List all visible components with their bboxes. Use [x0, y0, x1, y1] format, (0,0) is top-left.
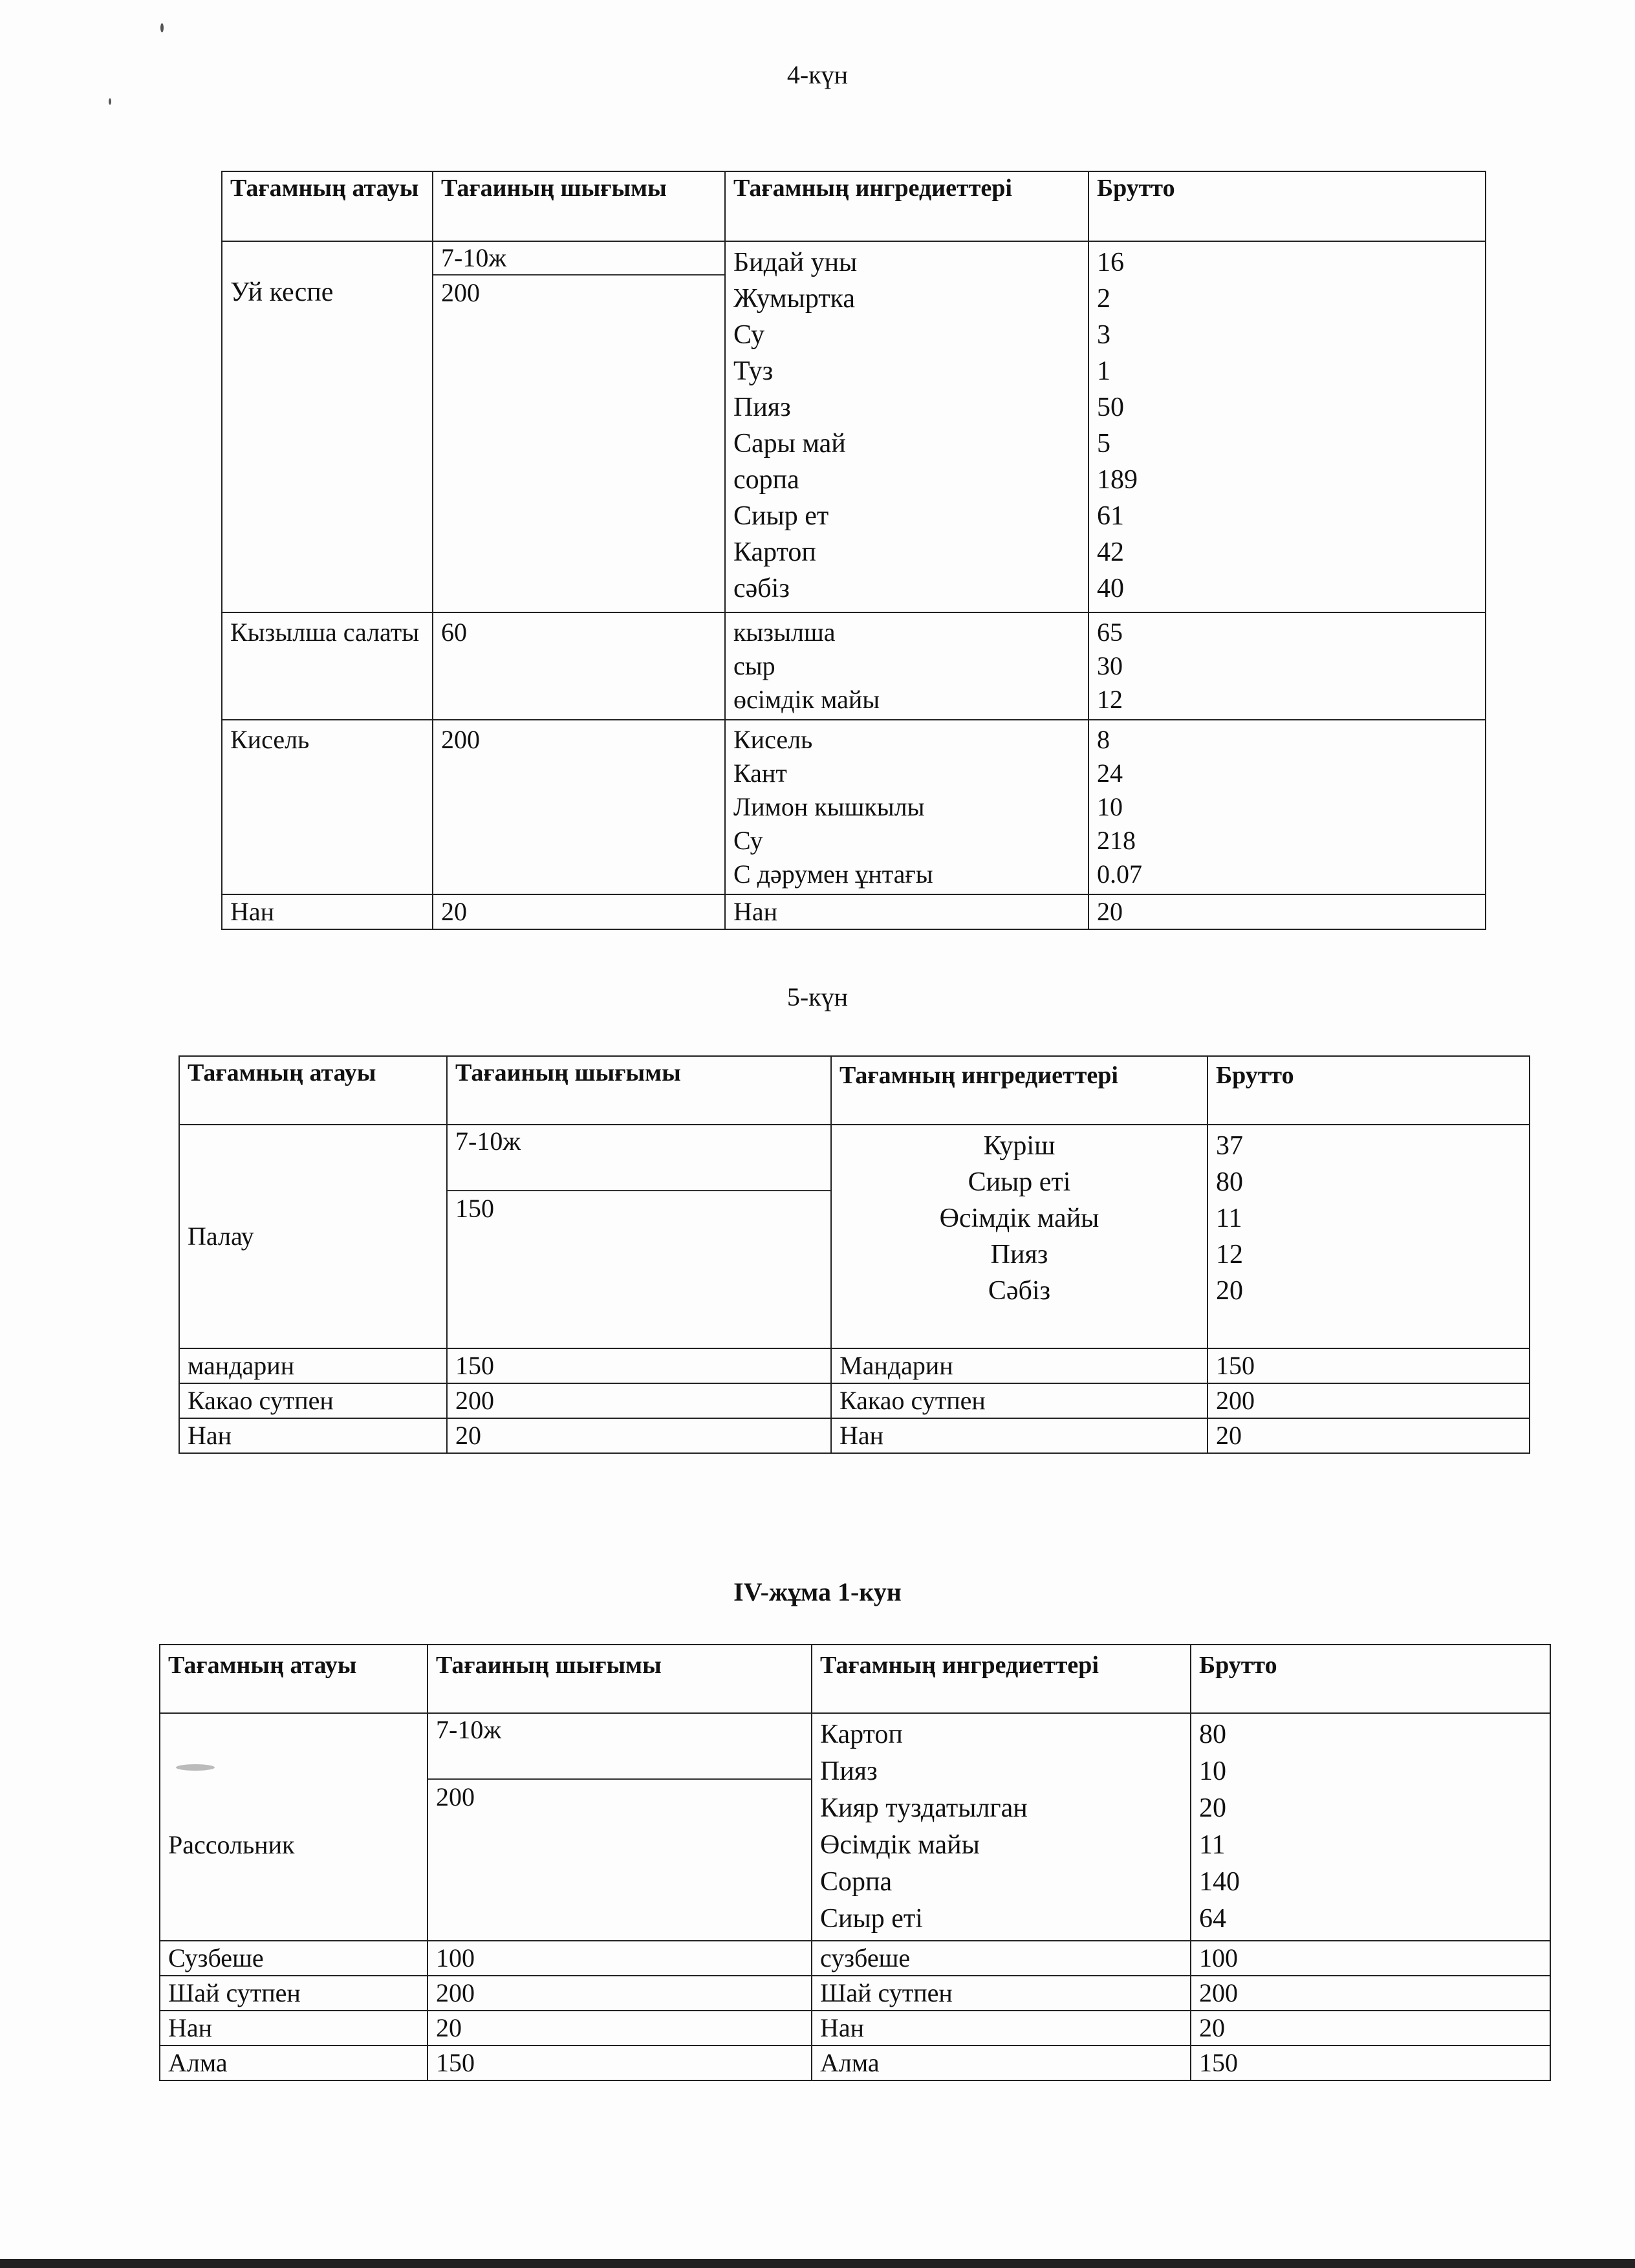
output-cell — [428, 1713, 812, 1941]
output-cell — [447, 1125, 831, 1348]
ingredients-list: Бидай уны Жумыртка Су Туз Пияз Сары май сорпа Сиыр ет Картоп сәбіз — [725, 241, 1088, 612]
dish-name: мандарин — [179, 1348, 447, 1383]
table-row — [160, 1976, 1550, 2011]
header-brutto: Брутто — [1207, 1056, 1530, 1125]
brutto-list: 80 10 20 11 140 64 — [1191, 1713, 1550, 1941]
dish-output: 100 — [428, 1941, 812, 1976]
brutto-list: 8 24 10 218 0.07 — [1088, 720, 1486, 894]
brutto-list: 65 30 12 — [1088, 612, 1486, 720]
header-ingredients: Тағамның ингредиеттері — [812, 1645, 1191, 1713]
dish-output: 60 — [433, 612, 725, 720]
scan-bottom-edge — [0, 2259, 1635, 2268]
ingredients-list: Куріш Сиыр еті Өсімдік майы Пияз Сәбіз — [831, 1125, 1207, 1348]
ingredients-list: Нан — [812, 2011, 1191, 2046]
dish-name: Кисель — [222, 720, 433, 894]
dish-name: Нан — [222, 894, 433, 929]
header-ingredients: Тағамның ингредиеттері — [831, 1056, 1207, 1125]
header-output: Тағаиның шығымы — [428, 1645, 812, 1713]
header-brutto: Брутто — [1088, 171, 1486, 241]
brutto-list: 200 — [1207, 1383, 1530, 1418]
dish-output: 150 — [447, 1348, 831, 1383]
scan-speck — [160, 23, 164, 32]
brutto-list: 20 — [1191, 2011, 1550, 2046]
dish-output: 20 — [447, 1418, 831, 1453]
dish-name: Нан — [179, 1418, 447, 1453]
table-row — [222, 612, 1486, 720]
header-dish-name: Тағамның атауы — [179, 1056, 447, 1125]
dish-output: 20 — [428, 2011, 812, 2046]
dish-name: Алма — [160, 2046, 428, 2080]
dish-output: 200 — [428, 1976, 812, 2011]
dish-name: Рассольник — [160, 1713, 428, 1941]
day5-title: 5-күн — [786, 982, 849, 1011]
header-ingredients: Тағамның ингредиеттері — [725, 171, 1088, 241]
brutto-list: 150 — [1191, 2046, 1550, 2080]
dish-name: Уй кеспе — [222, 241, 433, 612]
brutto-list: 200 — [1191, 1976, 1550, 2011]
ingredients-list: Нан — [831, 1418, 1207, 1453]
table-row — [222, 241, 1486, 612]
brutto-list: 20 — [1207, 1418, 1530, 1453]
week4day1-title: IV-жұма 1-кун — [733, 1577, 902, 1606]
table-row — [160, 2046, 1550, 2080]
table-row — [160, 1941, 1550, 1976]
week4day1-table — [159, 1644, 1551, 2081]
age-group: 7-10ж — [433, 242, 724, 275]
dish-name: Сузбеше — [160, 1941, 428, 1976]
table-row — [160, 1713, 1550, 1941]
header-dish-name: Тағамның атауы — [160, 1645, 428, 1713]
ingredients-list: Нан — [725, 894, 1088, 929]
dish-output: 150 — [428, 2046, 812, 2080]
day4-title: 4-күн — [786, 60, 849, 89]
scan-speck — [176, 1764, 215, 1771]
table-row — [160, 2011, 1550, 2046]
table-row — [222, 720, 1486, 894]
table-row — [179, 1125, 1530, 1348]
brutto-list: 100 — [1191, 1941, 1550, 1976]
table-header-row — [179, 1056, 1530, 1125]
scan-speck — [109, 98, 111, 105]
dish-name: Шай сутпен — [160, 1976, 428, 2011]
header-output: Тағаиның шығымы — [447, 1056, 831, 1125]
table-row — [179, 1418, 1530, 1453]
brutto-list: 37 80 11 12 20 — [1207, 1125, 1530, 1348]
brutto-list: 150 — [1207, 1348, 1530, 1383]
dish-output: 200 — [433, 720, 725, 894]
header-output: Тағаиның шығымы — [433, 171, 725, 241]
day5-table — [179, 1055, 1530, 1454]
header-dish-name: Тағамның атауы — [222, 171, 433, 241]
age-group: 7-10ж — [448, 1125, 830, 1191]
dish-name: Нан — [160, 2011, 428, 2046]
dish-name: Кызылша салаты — [222, 612, 433, 720]
header-brutto: Брутто — [1191, 1645, 1550, 1713]
dish-output: 200 — [436, 1782, 475, 1811]
ingredients-list: Какао сутпен — [831, 1383, 1207, 1418]
ingredients-list: Кисель Кант Лимон кышкылы Су С дәрумен ұнтағы — [725, 720, 1088, 894]
ingredients-list: Алма — [812, 2046, 1191, 2080]
dish-name: Какао сутпен — [179, 1383, 447, 1418]
table-header-row — [160, 1645, 1550, 1713]
dish-output: 200 — [441, 278, 480, 307]
output-cell — [433, 241, 725, 612]
age-group: 7-10ж — [428, 1714, 811, 1780]
ingredients-list: Шай сутпен — [812, 1976, 1191, 2011]
day4-table — [221, 171, 1486, 930]
ingredients-list: Картоп Пияз Кияр туздатылган Өсімдік майы Сорпа Сиыр еті — [812, 1713, 1191, 1941]
ingredients-list: сузбеше — [812, 1941, 1191, 1976]
brutto-list: 16 2 3 1 50 5 189 61 42 40 — [1088, 241, 1486, 612]
ingredients-list: Мандарин — [831, 1348, 1207, 1383]
table-row — [222, 894, 1486, 929]
dish-name: Палау — [179, 1125, 447, 1348]
ingredients-list: кызылша сыр өсімдік майы — [725, 612, 1088, 720]
table-row — [179, 1383, 1530, 1418]
dish-output: 150 — [455, 1194, 494, 1223]
table-row — [179, 1348, 1530, 1383]
dish-output: 200 — [447, 1383, 831, 1418]
brutto-list: 20 — [1088, 894, 1486, 929]
dish-output: 20 — [433, 894, 725, 929]
table-header-row — [222, 171, 1486, 241]
